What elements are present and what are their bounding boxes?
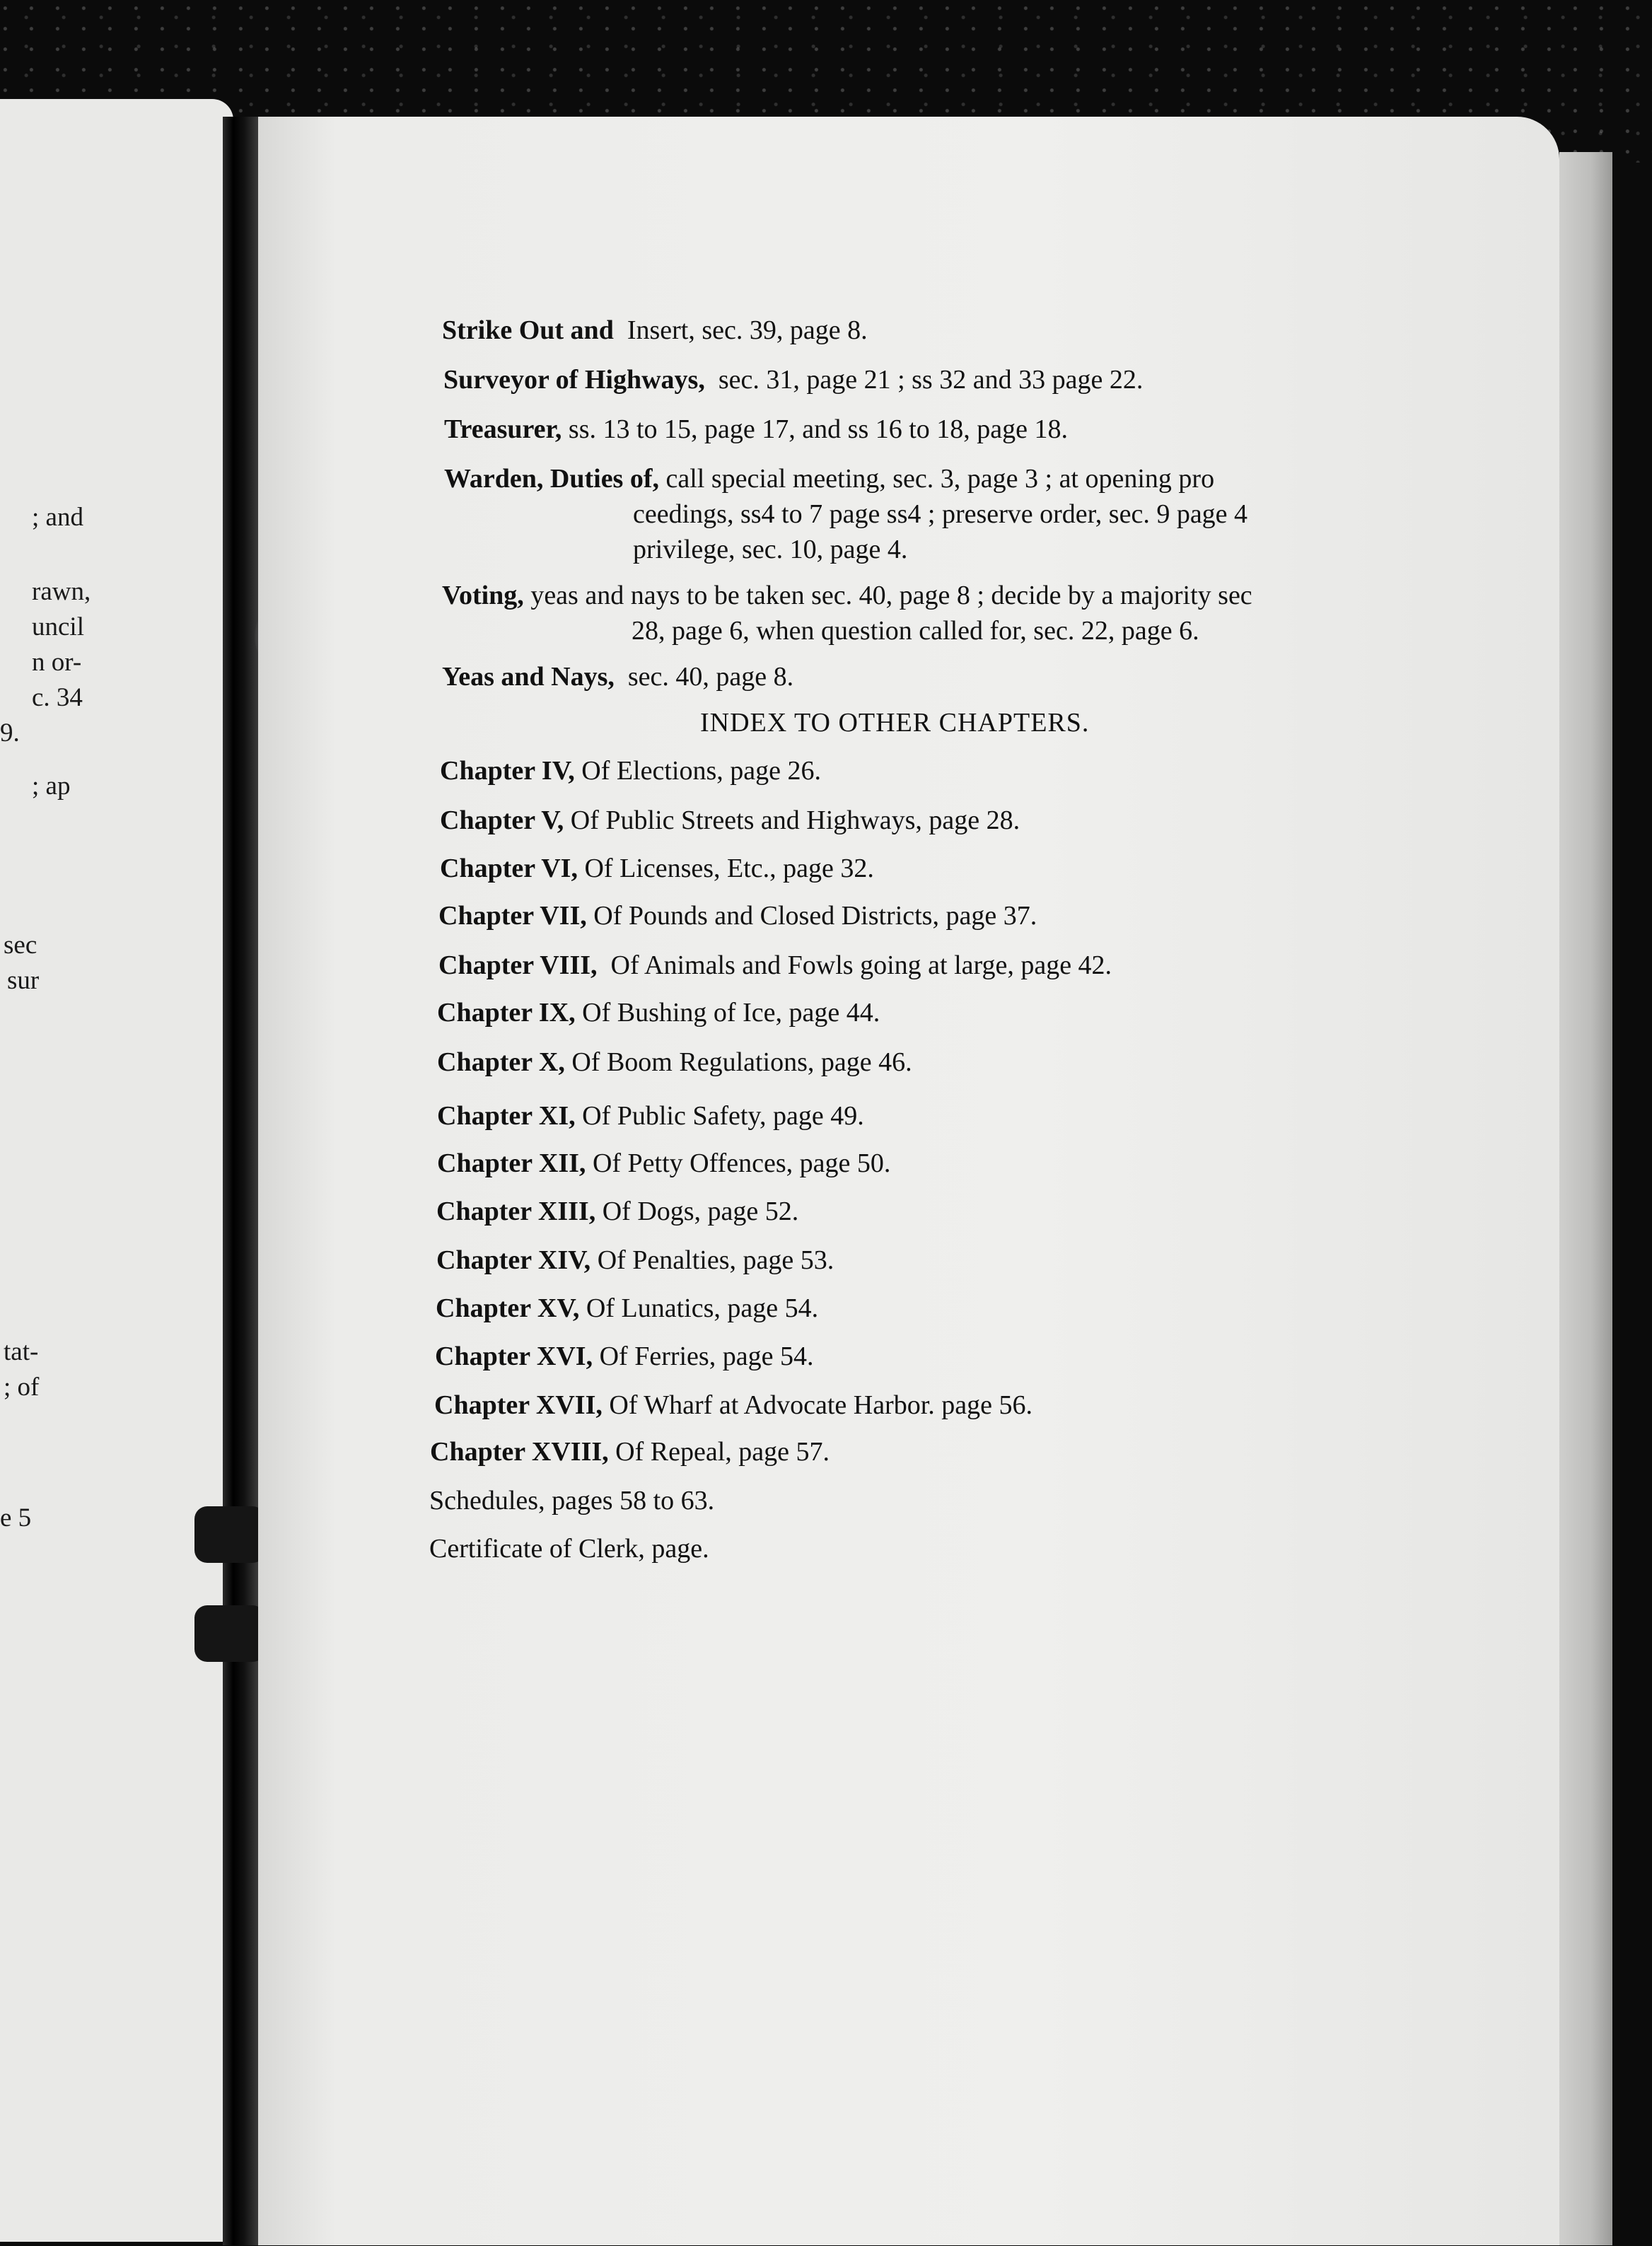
chapter-text: Of Lunatics, page 54. <box>586 1293 819 1323</box>
chapter-label: Chapter XIII, <box>436 1197 596 1226</box>
left-fragment-line: c. 34 <box>32 683 83 712</box>
chapter-label: Chapter XVI, <box>435 1342 593 1371</box>
chapter-entry <box>437 1146 890 1181</box>
chapter-entry <box>440 851 874 886</box>
left-fragment-line: uncil <box>32 612 84 641</box>
chapter-entry <box>440 803 1020 838</box>
chapter-label: Chapter XV, <box>436 1293 580 1323</box>
chapter-entry <box>430 1434 830 1470</box>
left-fragment-line: ; and <box>32 503 83 532</box>
left-fragment-line: 9. <box>0 718 20 747</box>
left-fragment-line: sur <box>7 966 40 995</box>
chapter-label: Chapter XII, <box>437 1148 586 1178</box>
left-fragment-line: ; ap <box>32 772 71 801</box>
page-edge <box>1559 152 1612 2245</box>
chapter-entry <box>434 1387 1032 1423</box>
left-fragment-line: sec <box>4 931 37 960</box>
chapter-entry <box>440 753 821 789</box>
chapter-text: Of Pounds and Closed Districts, page 37. <box>593 901 1037 931</box>
chapter-text: Of Licenses, Etc., page 32. <box>584 854 874 883</box>
entry-label: Warden, Duties of, <box>444 464 659 494</box>
entry-label: Yeas and Nays, <box>442 662 615 692</box>
entry-text: sec. 31, page 21 ; ss 32 and 33 page 22. <box>718 365 1144 395</box>
chapter-text: Of Animals and Fowls going at large, page 42. <box>610 950 1112 980</box>
certificate-entry: Certificate of Clerk, page. <box>429 1534 709 1564</box>
chapter-label: Chapter VI, <box>440 854 578 883</box>
binding-clip <box>194 1605 265 1662</box>
chapter-text: Of Petty Offences, page 50. <box>592 1148 891 1178</box>
entry-label: Voting, <box>442 581 524 610</box>
chapter-text: Of Bushing of Ice, page 44. <box>582 998 880 1028</box>
chapter-entry <box>438 948 1112 983</box>
left-fragment-line: ; of <box>4 1373 40 1402</box>
left-fragment-line: tat- <box>4 1337 39 1366</box>
chapter-label: Chapter XVIII, <box>430 1437 609 1467</box>
entry-continuation: ceedings, ss4 to 7 page ss4 ; preserve order, sec. 9 page 4 <box>633 499 1248 529</box>
entry-continuation: 28, page 6, when question called for, sec. 22, page 6. <box>632 616 1199 646</box>
chapter-text: Of Public Streets and Highways, page 28. <box>570 805 1020 835</box>
index-entry <box>442 659 793 694</box>
chapter-entry <box>438 898 1037 933</box>
chapter-label: Chapter VII, <box>438 901 587 931</box>
chapter-text: Of Repeal, page 57. <box>615 1437 830 1467</box>
entry-label: Surveyor of Highways, <box>443 365 705 395</box>
chapter-label: Chapter XI, <box>437 1101 576 1131</box>
entry-label: Strike Out and <box>442 315 614 345</box>
index-entry <box>444 412 1068 447</box>
index-entry <box>443 362 1143 397</box>
chapter-entry <box>435 1339 813 1374</box>
index-entry <box>444 461 1214 496</box>
section-heading: INDEX TO OTHER CHAPTERS. <box>700 708 1090 738</box>
left-page-fragment <box>0 99 233 2242</box>
left-fragment-line: e 5 <box>0 1503 32 1532</box>
chapter-label: Chapter IX, <box>437 998 576 1028</box>
chapter-label: Chapter XIV, <box>436 1245 591 1275</box>
schedules-entry: Schedules, pages 58 to 63. <box>429 1486 715 1515</box>
entry-text: yeas and nays to be taken sec. 40, page 8 ; decide by a majority sec <box>530 581 1252 610</box>
entry-label: Treasurer, <box>444 414 562 444</box>
chapter-text: Of Ferries, page 54. <box>599 1342 814 1371</box>
index-entry <box>442 578 1252 613</box>
entry-text: Insert, sec. 39, page 8. <box>627 315 868 345</box>
chapter-text: Of Boom Regulations, page 46. <box>571 1047 912 1077</box>
chapter-entry <box>437 1045 912 1080</box>
chapter-label: Chapter VIII, <box>438 950 598 980</box>
chapter-entry <box>437 1098 864 1134</box>
chapter-label: Chapter X, <box>437 1047 565 1077</box>
chapter-text: Of Penalties, page 53. <box>597 1245 834 1275</box>
chapter-entry <box>436 1194 798 1229</box>
chapter-text: Of Elections, page 26. <box>581 756 821 786</box>
chapter-entry <box>436 1243 834 1278</box>
chapter-label: Chapter XVII, <box>434 1390 603 1420</box>
chapter-text: Of Public Safety, page 49. <box>582 1101 864 1131</box>
entry-text: sec. 40, page 8. <box>627 662 794 692</box>
chapter-entry <box>436 1291 818 1326</box>
index-entry <box>442 313 868 348</box>
binding-clip <box>194 1506 265 1563</box>
chapter-label: Chapter IV, <box>440 756 575 786</box>
entry-text: ss. 13 to 15, page 17, and ss 16 to 18, page 18. <box>568 414 1069 444</box>
left-fragment-line: rawn, <box>32 577 91 606</box>
entry-text: call special meeting, sec. 3, page 3 ; at opening pro <box>665 464 1215 494</box>
left-fragment-line: n or- <box>32 648 82 677</box>
chapter-entry <box>437 995 880 1030</box>
entry-continuation: privilege, sec. 10, page 4. <box>633 535 908 564</box>
chapter-text: Of Wharf at Advocate Harbor. page 56. <box>609 1390 1033 1420</box>
chapter-text: Of Dogs, page 52. <box>602 1197 799 1226</box>
chapter-label: Chapter V, <box>440 805 564 835</box>
book-gutter <box>223 117 258 2245</box>
